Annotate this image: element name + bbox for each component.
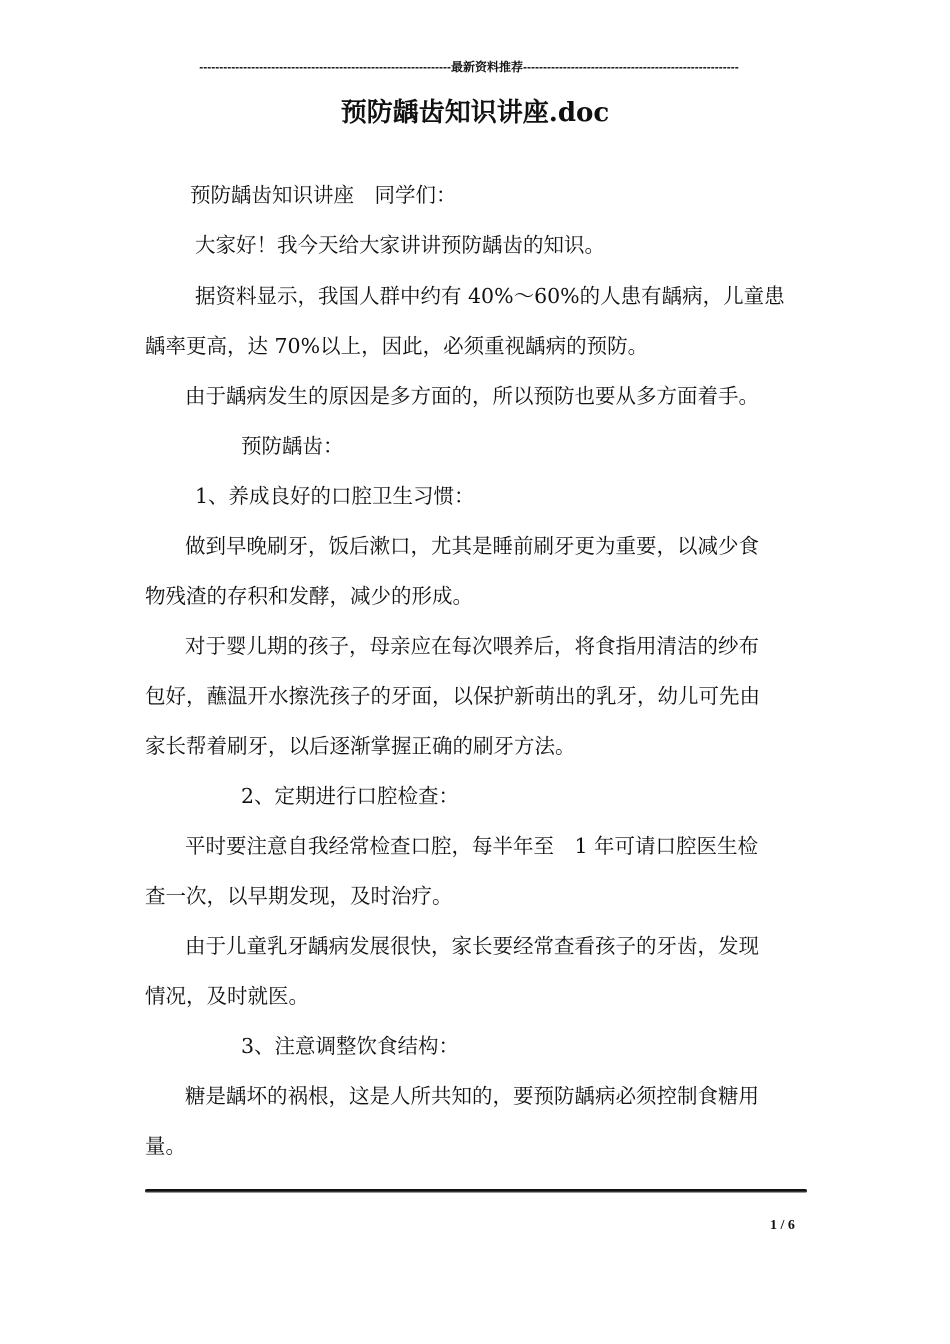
footer-divider xyxy=(145,1189,807,1193)
body-line: 由于儿童乳牙龋病发展很快，家长要经常查看孩子的牙齿，发现 xyxy=(185,934,759,958)
body-line: 做到早晚刷牙，饭后漱口，尤其是睡前刷牙更为重要，以减少食 xyxy=(185,534,759,558)
section-heading: 预防龋齿： xyxy=(241,434,344,458)
body-line: 对于婴儿期的孩子，母亲应在每次喂养后，将食指用清洁的纱布 xyxy=(185,634,759,658)
section-heading: 1、养成良好的口腔卫生习惯： xyxy=(195,484,475,508)
body-line: 家长帮着刷牙，以后逐渐掌握正确的刷牙方法。 xyxy=(145,734,576,758)
section-heading: 2、定期进行口腔检查： xyxy=(241,784,460,808)
header-banner: ---------------------------------------------------------------最新资料推荐------------------------------------------------------ xyxy=(199,60,739,74)
body-line: 大家好！我今天给大家讲讲预防龋齿的知识。 xyxy=(195,233,605,257)
body-line: 物残渣的存积和发酵，减少的形成。 xyxy=(145,584,473,608)
body-line: 情况，及时就医。 xyxy=(145,984,309,1008)
body-line: 由于龋病发生的原因是多方面的，所以预防也要从多方面着手。 xyxy=(185,384,759,408)
body-line: 龋率更高，达 70%以上，因此，必须重视龋病的预防。 xyxy=(145,334,649,358)
section-heading: 3、注意调整饮食结构： xyxy=(241,1034,460,1058)
body-line: 平时要注意自我经常检查口腔，每半年至 1 年可请口腔医生检 xyxy=(185,834,759,858)
body-line: 糖是龋坏的祸根，这是人所共知的，要预防龋病必须控制食糖用 xyxy=(185,1084,759,1108)
body-line: 预防龋齿知识讲座 同学们： xyxy=(190,183,457,207)
body-line: 量。 xyxy=(145,1134,186,1158)
body-line: 查一次，以早期发现，及时治疗。 xyxy=(145,884,453,908)
body-line: 据资料显示，我国人群中约有 40%～60%的人患有龋病，儿童患 xyxy=(195,284,785,308)
document-title: 预防龋齿知识讲座.doc xyxy=(340,98,610,128)
page-number: 1 / 6 xyxy=(770,1218,795,1233)
body-line: 包好，蘸温开水擦洗孩子的牙面，以保护新萌出的乳牙，幼儿可先由 xyxy=(145,684,760,708)
